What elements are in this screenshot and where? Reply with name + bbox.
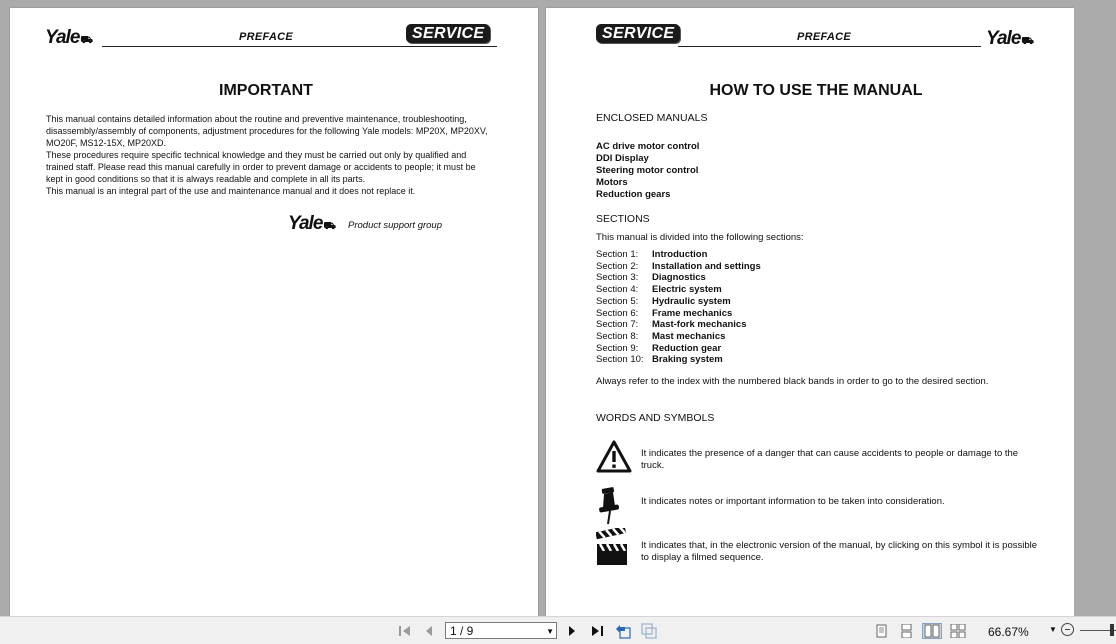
section-number: Section 5: [596,295,639,307]
section-name: Reduction gear [652,342,722,354]
section-number: Section 10: [596,354,644,366]
page-title: IMPORTANT [219,82,313,99]
pushpin-icon [596,486,626,526]
section-name: Frame mechanics [652,307,733,319]
section-number: Section 9: [596,342,639,354]
previous-view-icon [615,623,631,639]
document-page-right [546,8,1074,616]
sections-heading: SECTIONS [596,213,650,225]
page-indicator: 1 / 9 [450,624,474,638]
single-page-view-button[interactable] [873,623,889,639]
signature-text: Product support group [348,220,443,231]
zoom-out-icon[interactable] [1061,623,1074,636]
warning-triangle-icon [596,440,632,474]
page-header [546,22,1074,48]
single-page-icon [874,624,888,638]
previous-view-button[interactable] [615,623,631,639]
section-number: Section 2: [596,260,639,272]
page-header [10,22,538,48]
list-item [596,331,761,343]
yale-logo: Yale⛟ [45,27,92,48]
list-item: AC drive motor control [596,141,700,152]
last-page-icon [590,625,604,637]
list-item [596,354,761,366]
section-name: Electric system [652,284,722,296]
zoom-slider-thumb[interactable] [1110,624,1114,636]
list-item [596,284,761,296]
previous-page-button[interactable] [421,623,437,639]
section-name: Installation and settings [652,260,761,272]
next-view-button[interactable] [641,623,657,639]
list-item [596,296,761,308]
header-rule [678,46,981,47]
section-name: Mast-fork mechanics [652,319,747,331]
yale-logo: Yale⛟ [986,28,1033,49]
service-badge: SERVICE [596,24,680,43]
signature-logo: Yale⛟ [288,213,335,234]
chevron-down-icon: ▼ [546,627,554,636]
list-item [596,319,761,331]
list-item [596,261,761,273]
list-item [596,249,761,261]
section-name: Braking system [652,354,723,366]
clapperboard-icon [596,528,628,566]
header-rule [102,46,497,47]
continuous-page-icon [899,624,913,638]
two-page-view-button[interactable] [922,623,942,639]
sections-intro: This manual is divided into the following sections: [596,232,804,243]
next-view-icon [641,623,657,639]
header-title: PREFACE [239,31,294,43]
enclosed-manuals-heading: ENCLOSED MANUALS [596,112,708,124]
header-title: PREFACE [797,31,852,43]
document-page-left [10,8,538,616]
first-page-icon [398,625,412,637]
preface-text [46,113,494,197]
chevron-down-icon[interactable]: ▼ [1049,625,1057,634]
list-item [596,272,761,284]
section-number: Section 6: [596,307,639,319]
section-number: Section 3: [596,272,639,284]
zoom-level[interactable]: 66.67% [988,625,1029,639]
section-name: Hydraulic system [652,295,731,307]
list-item [596,343,761,355]
two-page-continuous-view-button[interactable] [950,623,966,639]
index-note: Always refer to the index with the numbered black bands in order to go to the desired section. [596,376,989,387]
viewer-background [1074,0,1116,616]
next-page-button[interactable] [564,623,580,639]
enclosed-manuals-list [596,141,699,201]
symbols-heading: WORDS AND SYMBOLS [596,412,715,424]
symbol-description: It indicates notes or important information to be taken into consideration. [641,496,945,507]
first-page-button[interactable] [397,623,413,639]
list-item: DDI Display [596,153,649,164]
page-title: HOW TO USE THE MANUAL [709,82,923,99]
last-page-button[interactable] [589,623,605,639]
continuous-view-button[interactable] [898,623,914,639]
symbol-description: It indicates the presence of a danger that can cause accidents to people or damage to the truck. [641,448,1019,471]
section-number: Section 8: [596,330,639,342]
previous-page-icon [424,625,434,637]
section-name: Introduction [652,249,708,260]
sections-list [596,249,761,366]
section-number: Section 4: [596,284,639,296]
paragraph: This manual is an integral part of the use and maintenance manual and it does not replace it. [46,186,416,196]
two-page-continuous-icon [950,624,966,638]
list-item: Steering motor control [596,165,699,176]
list-item: Motors [596,177,628,188]
next-page-icon [567,625,577,637]
paragraph: This manual contains detailed information about the routine and preventive maintenance, troubleshooting, disassembly/assembly of components, adjustment procedures for the following Yale models: MP20X, MP20XV, MO20F, MS12-15X, MP20XD. [46,114,488,148]
page-number-select[interactable] [445,622,557,639]
service-badge: SERVICE [406,24,490,43]
viewer-toolbar [0,616,1116,644]
list-item [596,308,761,320]
section-number: Section 1: [596,249,639,260]
two-page-icon [924,624,940,638]
section-number: Section 7: [596,319,639,331]
section-name: Mast mechanics [652,330,726,342]
list-item: Reduction gears [596,189,671,200]
paragraph: These procedures require specific technical knowledge and they must be carried out only by qualified and trained staff. Please read this manual carefully in order to prevent damage or accidents to people; it must be kept in good conditions so that it is always readable and complete in all its parts. [46,150,476,184]
symbol-description: It indicates that, in the electronic version of the manual, by clicking on this symbol it is possible to display a filmed sequence. [641,540,1038,563]
section-name: Diagnostics [652,272,706,284]
